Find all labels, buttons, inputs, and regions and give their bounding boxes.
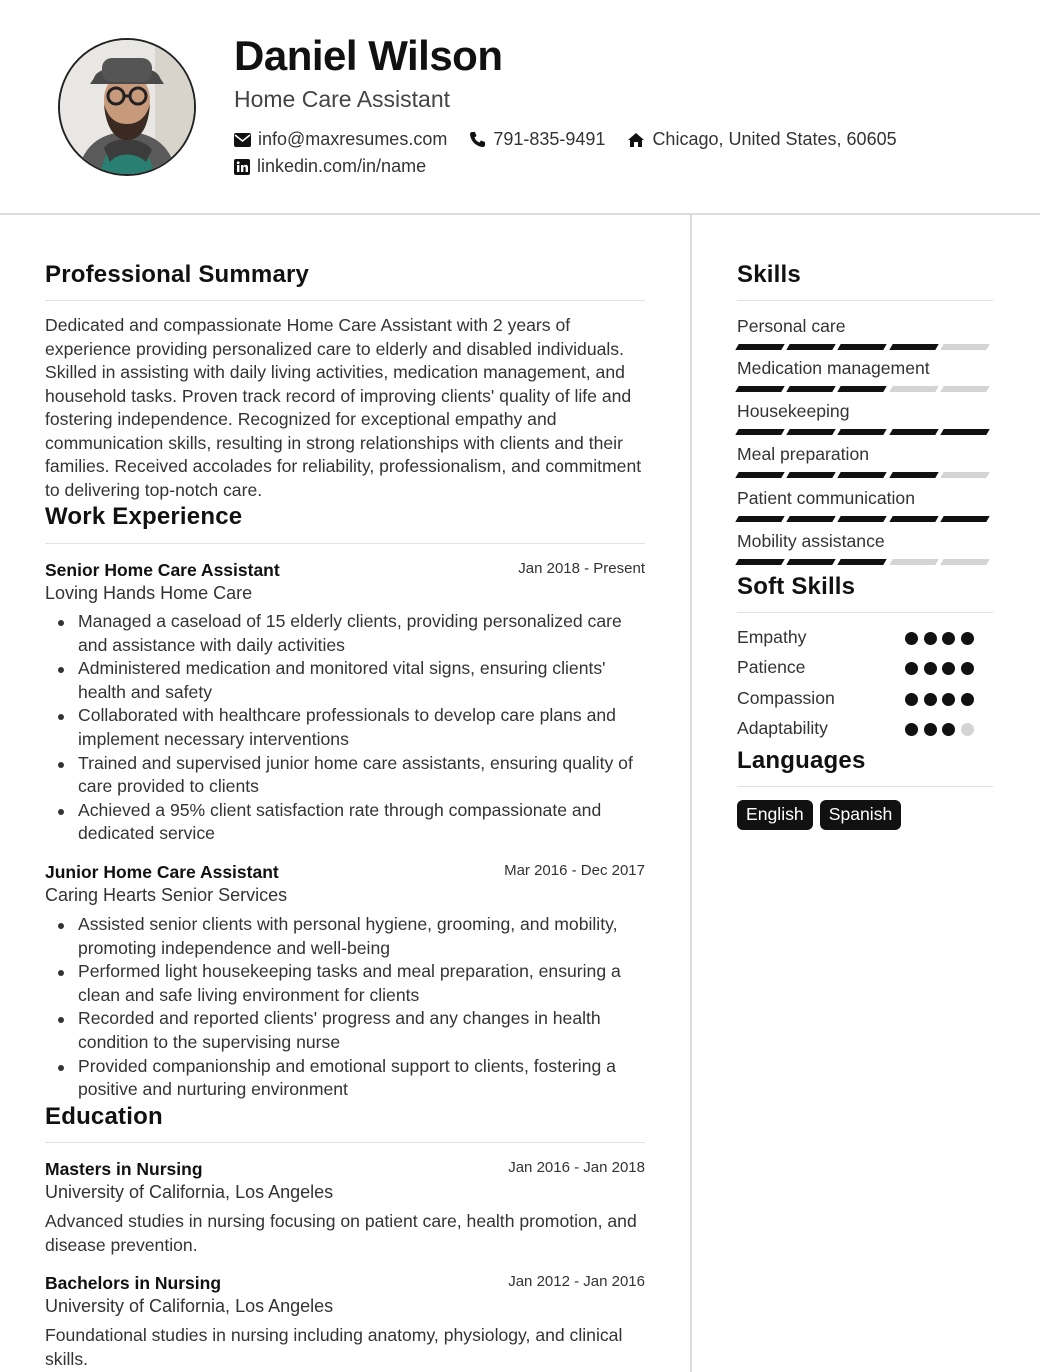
job-role: Junior Home Care Assistant (45, 862, 279, 882)
job-dates: Mar 2016 - Dec 2017 (504, 862, 645, 879)
skill-level-segment (735, 559, 785, 565)
skill-level-segment (735, 429, 785, 435)
bullet-item: Recorded and reported clients' progress and any changes in health condition to the supervising nurse (45, 1007, 645, 1054)
rating-dot (905, 662, 918, 675)
bullet-item: Provided companionship and emotional support to clients, fostering a positive and nurturing environment (45, 1055, 645, 1102)
linkedin-text: linkedin.com/in/name (257, 156, 427, 176)
skill-level-bar (737, 472, 993, 478)
skill-level-segment (786, 386, 836, 392)
skill-level-segment (786, 344, 836, 350)
school: University of California, Los Angeles (45, 1296, 334, 1316)
section-title-education: Education (45, 1103, 163, 1130)
skill-level-segment (838, 386, 888, 392)
soft-skill-item (737, 657, 993, 681)
soft-skill-rating (905, 693, 979, 706)
section-title-languages: Languages (737, 747, 866, 774)
skill-item (737, 401, 993, 422)
home-icon (627, 132, 645, 148)
soft-skill-name: Empathy (737, 627, 807, 647)
skill-level-bar (737, 516, 993, 522)
skill-level-bar (737, 429, 993, 435)
rating-dot (942, 632, 955, 645)
skill-level-bar (737, 559, 993, 565)
resume-header (0, 0, 1040, 215)
job-company: Caring Hearts Senior Services (45, 885, 288, 905)
contact-row (234, 129, 919, 150)
summary-text: Dedicated and compassionate Home Care Assistant with 2 years of experience providing personalized care to elderly and disabled individuals. Skilled in assisting with daily living activities, medication management, and household tasks. Proven track record of improving clients' quality of life and fostering independence. Recognized for exceptional empathy and communication skills, resulting in strong relationships with clients and their families. Received accolades for reliability, professionalism, and commitment to delivering top-notch care. (45, 315, 642, 500)
skill-level-segment (735, 386, 785, 392)
skill-level-segment (889, 559, 939, 565)
contact-location (627, 129, 896, 150)
skill-level-segment (838, 516, 888, 522)
education-header (45, 1159, 645, 1202)
bullet-item: Administered medication and monitored vital signs, ensuring clients' health and safety (45, 657, 645, 704)
skill-level-segment (940, 559, 990, 565)
section-title-soft-skills: Soft Skills (737, 573, 856, 600)
skill-level-segment (889, 472, 939, 478)
contact-phone[interactable] (469, 129, 605, 150)
skill-level-segment (940, 429, 990, 435)
skill-item (737, 488, 993, 509)
section-title-skills: Skills (737, 261, 801, 288)
candidate-title: Home Care Assistant (234, 86, 451, 112)
skill-name: Meal preparation (737, 444, 870, 464)
rating-dot (924, 662, 937, 675)
skill-name: Medication management (737, 358, 930, 378)
rating-dot (942, 662, 955, 675)
bullet-item: Trained and supervised junior home care assistants, ensuring quality of care provided to clients (45, 752, 645, 799)
job-role: Senior Home Care Assistant (45, 560, 280, 580)
rating-dot (905, 632, 918, 645)
language-badge: Spanish (820, 800, 902, 830)
rating-dot (961, 662, 974, 675)
rating-dot (961, 693, 974, 706)
soft-skill-rating (905, 662, 979, 675)
person-photo-icon (60, 40, 194, 174)
soft-skill-name: Patience (737, 657, 806, 677)
skill-level-segment (889, 516, 939, 522)
skill-level-segment (838, 559, 888, 565)
phone-text: 791-835-9491 (493, 129, 606, 149)
skill-level-bar (737, 386, 993, 392)
candidate-name: Daniel Wilson (234, 32, 503, 79)
school: University of California, Los Angeles (45, 1182, 334, 1202)
email-text: info@maxresumes.com (258, 129, 448, 149)
skill-name: Mobility assistance (737, 531, 885, 551)
soft-skill-name: Compassion (737, 688, 835, 708)
soft-skill-name: Adaptability (737, 718, 828, 738)
bullet-item: Managed a caseload of 15 elderly clients, providing personalized care and assistance with daily activities (45, 610, 645, 657)
education-description: Advanced studies in nursing focusing on patient care, health promotion, and disease prevention. (45, 1211, 637, 1255)
skill-level-segment (838, 472, 888, 478)
soft-skill-rating (905, 723, 979, 736)
degree: Bachelors in Nursing (45, 1273, 222, 1293)
soft-skill-item (737, 627, 993, 651)
skill-level-segment (940, 516, 990, 522)
contact-row (234, 156, 448, 177)
bullet-item: Performed light housekeeping tasks and meal preparation, ensuring a clean and safe living environment for clients (45, 960, 645, 1007)
rating-dot (942, 693, 955, 706)
skill-level-segment (786, 516, 836, 522)
rating-dot (905, 723, 918, 736)
rating-dot (924, 693, 937, 706)
section-rule (737, 786, 993, 787)
section-title-summary: Professional Summary (45, 261, 310, 288)
education-description: Foundational studies in nursing including anatomy, physiology, and clinical skills. (45, 1325, 623, 1369)
contact-linkedin[interactable] (234, 156, 426, 177)
education-dates: Jan 2012 - Jan 2016 (508, 1273, 645, 1290)
skill-level-segment (940, 344, 990, 350)
skill-level-segment (838, 429, 888, 435)
skill-level-segment (940, 472, 990, 478)
section-rule (45, 543, 645, 544)
bullet-item: Assisted senior clients with personal hygiene, grooming, and mobility, promoting independence and well-being (45, 913, 645, 960)
section-rule (737, 612, 993, 613)
skill-name: Personal care (737, 316, 846, 336)
job-header (45, 862, 645, 905)
job-company: Loving Hands Home Care (45, 583, 253, 603)
rating-dot (905, 693, 918, 706)
job-bullets (45, 913, 645, 1102)
skill-level-segment (735, 516, 785, 522)
rating-dot (961, 632, 974, 645)
envelope-icon (234, 133, 251, 147)
skill-level-segment (889, 386, 939, 392)
skill-level-segment (786, 559, 836, 565)
soft-skill-rating (905, 632, 979, 645)
section-rule (737, 300, 993, 301)
skill-level-bar (737, 344, 993, 350)
skill-level-segment (889, 429, 939, 435)
rating-dot (924, 632, 937, 645)
soft-skill-item (737, 718, 993, 742)
skill-item (737, 531, 993, 552)
soft-skill-item (737, 688, 993, 712)
education-header (45, 1273, 645, 1316)
degree: Masters in Nursing (45, 1159, 203, 1179)
language-list (737, 800, 908, 830)
avatar (58, 38, 196, 176)
column-divider (690, 215, 692, 1372)
skill-item (737, 316, 993, 337)
skill-level-segment (735, 344, 785, 350)
rating-dot (924, 723, 937, 736)
job-header (45, 560, 645, 603)
skill-level-segment (889, 344, 939, 350)
skill-level-segment (838, 344, 888, 350)
skill-level-segment (786, 429, 836, 435)
skill-level-segment (786, 472, 836, 478)
bullet-item: Collaborated with healthcare professionals to develop care plans and implement necessary interventions (45, 704, 645, 751)
skill-item (737, 358, 993, 379)
bullet-item: Achieved a 95% client satisfaction rate through compassionate and dedicated service (45, 799, 645, 846)
location-text: Chicago, United States, 60605 (652, 129, 897, 149)
section-rule (45, 300, 645, 301)
language-badge: English (737, 800, 813, 830)
contact-email[interactable] (234, 129, 447, 150)
skill-name: Housekeeping (737, 401, 850, 421)
job-bullets (45, 610, 645, 846)
rating-dot (942, 723, 955, 736)
phone-icon (469, 131, 486, 148)
skill-item (737, 444, 993, 465)
rating-dot (961, 723, 974, 736)
skill-level-segment (940, 386, 990, 392)
linkedin-icon (234, 159, 250, 175)
section-rule (45, 1142, 645, 1143)
job-dates: Jan 2018 - Present (518, 560, 645, 577)
skill-level-segment (735, 472, 785, 478)
education-dates: Jan 2016 - Jan 2018 (508, 1159, 645, 1176)
section-title-experience: Work Experience (45, 503, 243, 530)
skill-name: Patient communication (737, 488, 915, 508)
